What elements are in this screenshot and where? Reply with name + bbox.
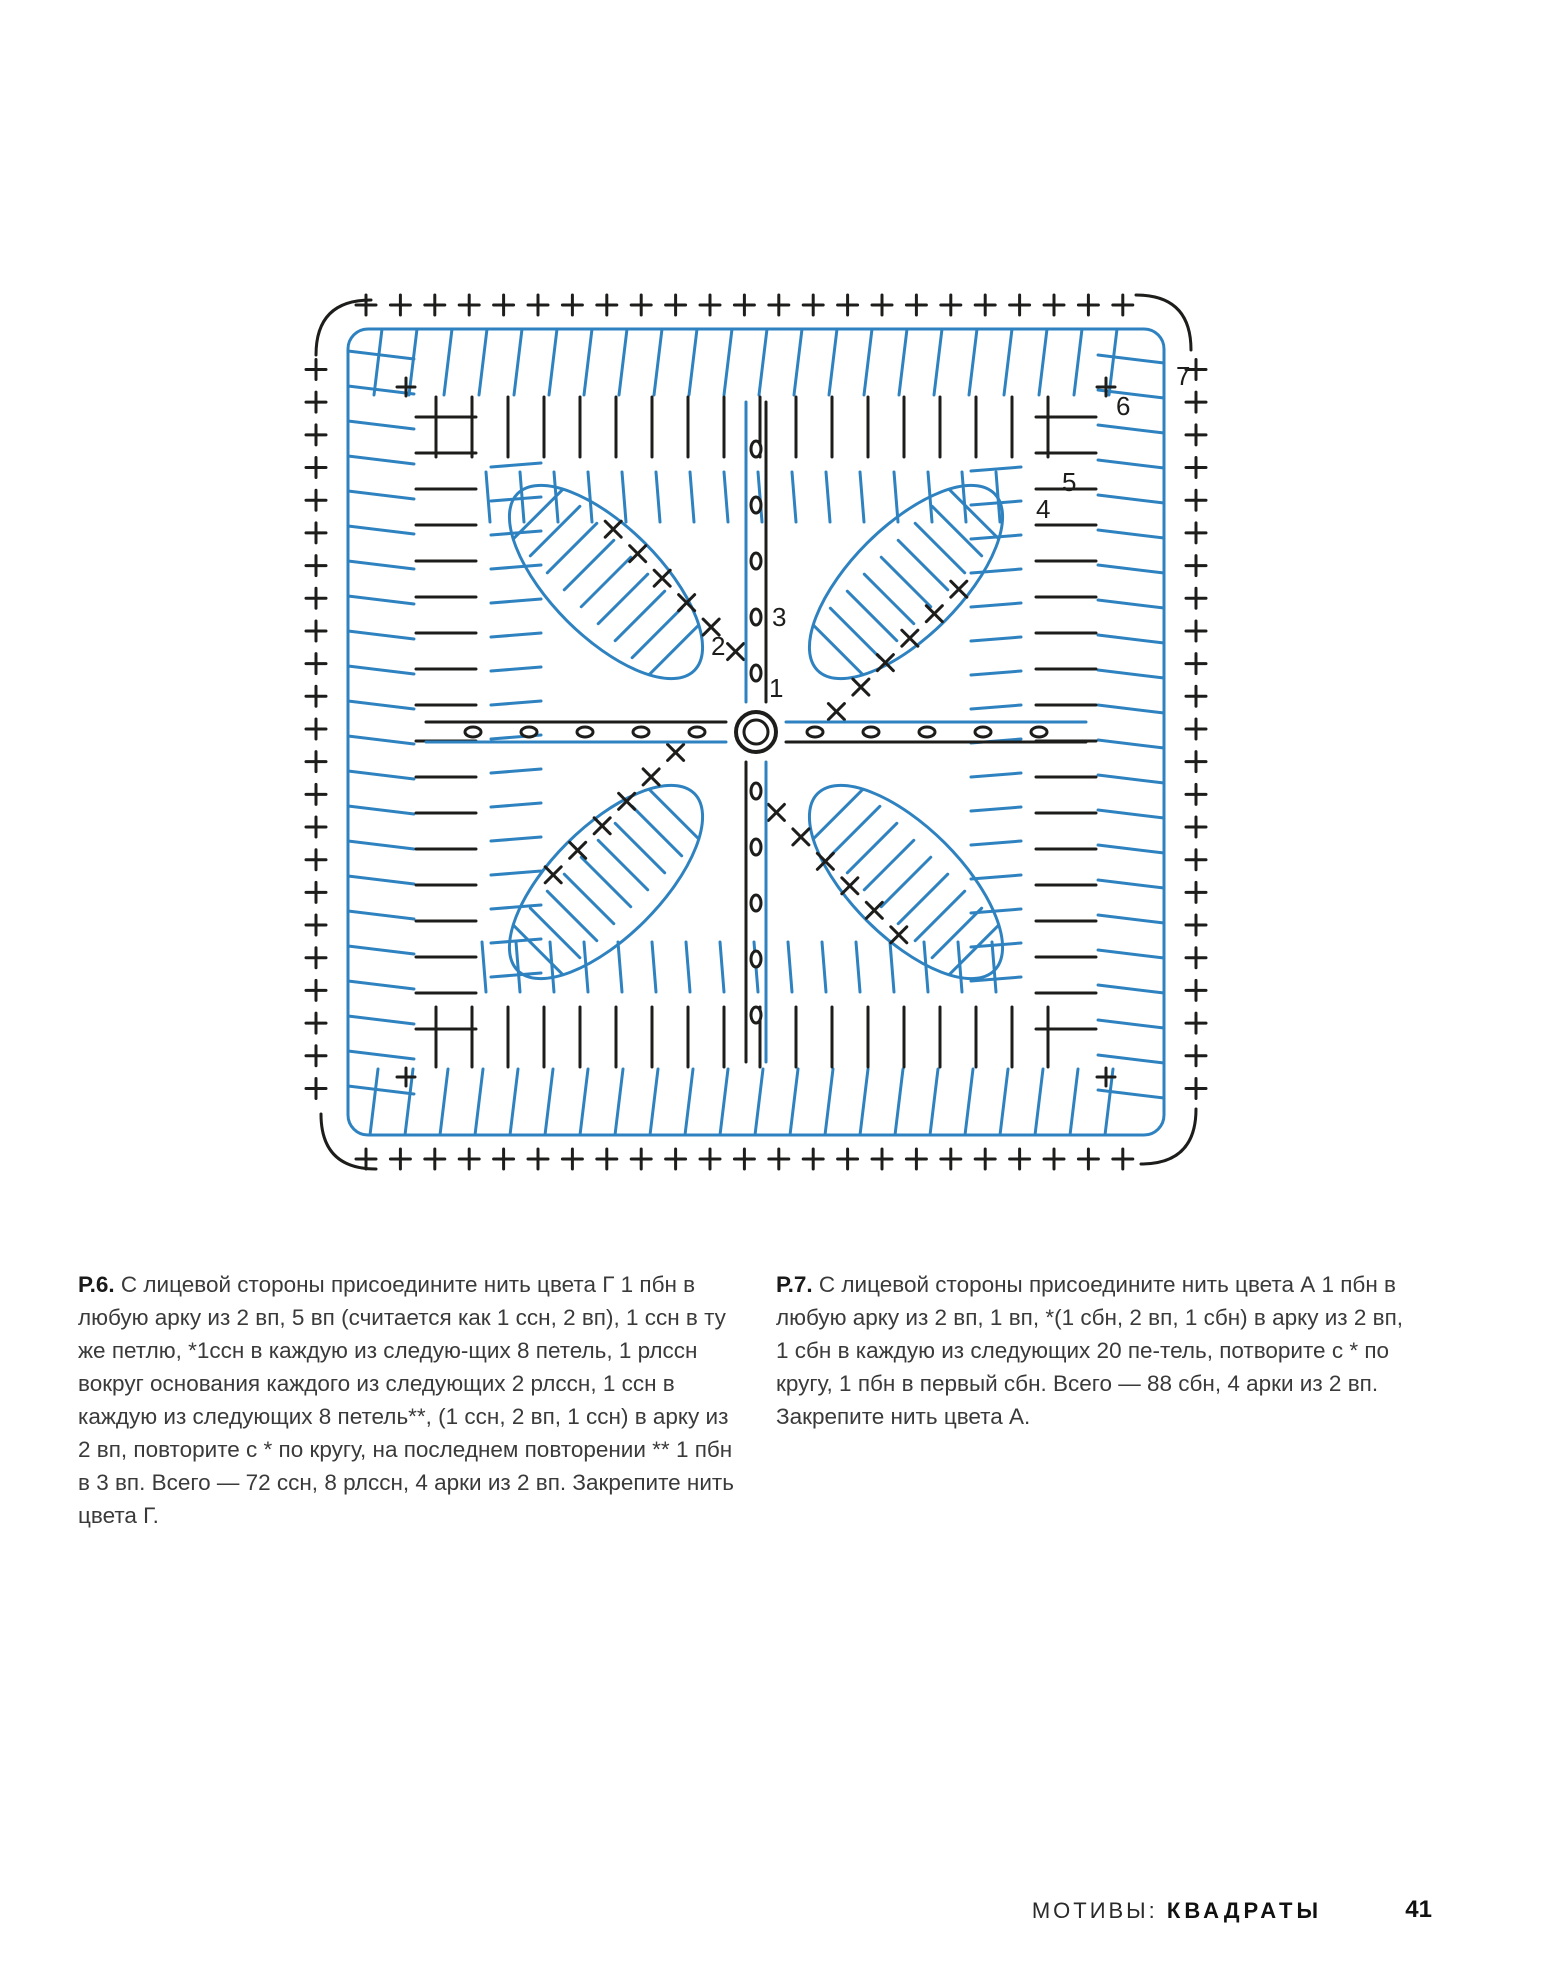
round4-dc [491,837,541,841]
round-7-text: С лицевой стороны присоедините нить цвета А 1 пбн в любую арку из 2 вп, 1 вп, *(1 сбн, 2 вп, 1 сбн) в арку из 2 вп, 1 сбн в каждую из следующих 20 пе-тель, потворите с * по кругу, 1 пбн в первый сбн. Всего — 88 сбн, 4 арки из 2 вп. Закрепите нить цвета А. [776,1272,1404,1429]
round6-dc-bottom [790,1069,798,1135]
round4-dc [690,472,694,522]
chain-stitch [751,497,761,513]
round6-dc-top [409,329,417,395]
round6-dc-left [348,911,414,919]
round6-dc-bottom [930,1069,938,1135]
round6-dc-bottom [965,1069,973,1135]
round4-dc [491,599,541,603]
round6-dc-left [348,736,414,744]
round6-dc-right [1098,670,1164,678]
round4-dc [971,807,1021,811]
round-label-4: 4 [1036,494,1051,524]
round4-dc [894,472,898,522]
round6-dc-left [348,456,414,464]
round6-dc-left [348,351,414,359]
round6-dc-top [934,329,942,395]
round4-dc [491,939,541,943]
round6-dc-top [794,329,802,395]
round6-dc-top [724,329,732,395]
footer-section-prefix: МОТИВЫ: [1031,1898,1167,1923]
chain-stitch [751,441,761,457]
round6-dc-top [1004,329,1012,395]
round6-dc-bottom [510,1069,518,1135]
round4-dc [826,472,830,522]
round6-dc-top [479,329,487,395]
round6-dc-right [1098,880,1164,888]
round6-dc-right [1098,530,1164,538]
round4-dc [686,942,690,992]
round6-dc-right [1098,775,1164,783]
round6-dc-left [348,596,414,604]
round4-dc [971,603,1021,607]
round6-dc-right [1098,1090,1164,1098]
chain-stitch [919,727,935,737]
round6-dc-left [348,771,414,779]
round6-dc-top [654,329,662,395]
round4-dc [491,463,541,467]
round4-dc [971,467,1021,471]
round4-dc [971,637,1021,641]
round6-dc-right [1098,495,1164,503]
round6-dc-right [1098,950,1164,958]
round6-dc-right [1098,705,1164,713]
chain-stitch [807,727,823,737]
crochet-chart-diagram [296,277,1216,1187]
round6-dc-left [348,421,414,429]
round6-dc-left [348,491,414,499]
round-label-2: 2 [711,631,726,661]
round4-dc [491,667,541,671]
round6-dc-bottom [755,1069,763,1135]
round4-dc [792,472,796,522]
round6-dc-bottom [825,1069,833,1135]
round6-dc-top [689,329,697,395]
round6-dc-bottom [650,1069,658,1135]
round6-dc-right [1098,635,1164,643]
chain-stitch [863,727,879,737]
round6-dc-top [514,329,522,395]
round6-dc-left [348,876,414,884]
round6-dc-left [348,701,414,709]
round6-dc-bottom [475,1069,483,1135]
round4-dc [588,472,592,522]
round4-dc [971,705,1021,709]
round6-dc-left [348,1086,414,1094]
chain-stitch [751,839,761,855]
round6-dc-bottom [440,1069,448,1135]
round4-dc [491,701,541,705]
round6-dc-left [348,1016,414,1024]
round4-dc [720,942,724,992]
chain-stitch [975,727,991,737]
round6-dc-right [1098,810,1164,818]
round4-dc [618,942,622,992]
round6-dc-bottom [720,1069,728,1135]
running-footer-section [1032,1898,1322,1924]
round6-dc-top [864,329,872,395]
round-label-5: 5 [1062,467,1077,497]
round-6-instructions [78,1268,743,1532]
round-label-7: 7 [1176,361,1191,391]
round6-dc-left [348,666,414,674]
round6-dc-bottom [1000,1069,1008,1135]
round6-dc-right [1098,915,1164,923]
round4-dc [482,942,486,992]
round6-dc-right [1098,845,1164,853]
round6-dc-top [969,329,977,395]
round6-dc-left [348,806,414,814]
round6-dc-top [829,329,837,395]
round4-dc [491,803,541,807]
chain-stitch [521,727,537,737]
round4-dc [491,973,541,977]
round4-dc [491,871,541,875]
round-label-1: 1 [769,673,784,703]
page-number: 41 [1405,1896,1432,1923]
round4-dc [652,942,656,992]
round4-dc [622,472,626,522]
round4-dc [491,565,541,569]
round-6-text: С лицевой стороны присоедините нить цвета Г 1 пбн в любую арку из 2 вп, 5 вп (считается как 1 ссн, 2 вп), 1 ссн в ту же петлю, *1ссн в каждую из следую-щих 8 петель, 1 рлссн вокруг основания каждого из следующих 2 рлссн, 1 ссн в каждую из следующих 8 петель**, (1 ссн, 2 вп, 1 ссн) в арку из 2 вп, повторите с * по кругу, на последнем повторении ** 1 пбн в 3 вп. Всего — 72 ссн, 8 рлссн, 4 арки из 2 вп. Закрепите нить цвета Г. [78,1272,734,1528]
round4-dc [971,773,1021,777]
magic-ring [736,712,776,752]
round-label-3: 3 [772,602,787,632]
round6-dc-top [374,329,382,395]
round6-dc-bottom [895,1069,903,1135]
round4-dc [491,769,541,773]
footer-section-title: КВАДРАТЫ [1166,1898,1322,1923]
round-6-label: Р.6. [78,1272,115,1297]
chain-stitch [751,665,761,681]
round6-dc-left [348,946,414,954]
round-7-instructions [776,1268,1416,1433]
round6-dc-left [348,561,414,569]
round6-dc-right [1098,740,1164,748]
round4-dc [890,942,894,992]
round6-dc-right [1098,355,1164,363]
chain-stitch [751,553,761,569]
chain-stitch [465,727,481,737]
round6-dc-left [348,526,414,534]
chain-stitch [577,727,593,737]
round6-dc-left [348,1051,414,1059]
round6-dc-left [348,631,414,639]
round6-dc-bottom [580,1069,588,1135]
round6-dc-bottom [860,1069,868,1135]
round6-dc-right [1098,565,1164,573]
round4-dc [971,875,1021,879]
round6-dc-right [1098,425,1164,433]
round6-dc-bottom [1035,1069,1043,1135]
round6-dc-top [1109,329,1117,395]
round4-dc [491,905,541,909]
round6-dc-top [619,329,627,395]
round4-dc [788,942,792,992]
round4-dc [860,472,864,522]
round6-dc-right [1098,1020,1164,1028]
chain-stitch [751,1007,761,1023]
round6-dc-right [1098,460,1164,468]
round6-dc-left [348,981,414,989]
round6-dc-top [759,329,767,395]
round4-dc [971,841,1021,845]
chain-stitch [751,609,761,625]
round6-dc-right [1098,1055,1164,1063]
round4-dc [491,633,541,637]
round6-dc-left [348,841,414,849]
round4-dc [971,671,1021,675]
round6-dc-top [584,329,592,395]
round4-dc [971,569,1021,573]
round4-dc [971,501,1021,505]
chain-stitch [633,727,649,737]
round6-dc-bottom [615,1069,623,1135]
round4-dc [822,942,826,992]
round4-dc [856,942,860,992]
round6-dc-bottom [370,1069,378,1135]
round-7-label: Р.7. [776,1272,813,1297]
round-label-6: 6 [1116,391,1131,421]
chain-stitch [751,951,761,967]
page-footer [0,1898,1544,1938]
round6-dc-top [549,329,557,395]
magic-ring [744,720,768,744]
round4-dc [486,472,490,522]
chain-stitch [689,727,705,737]
round4-dc [962,472,966,522]
round6-dc-top [1074,329,1082,395]
round6-dc-right [1098,600,1164,608]
round4-dc [724,472,728,522]
round6-dc-bottom [1070,1069,1078,1135]
round6-dc-top [1039,329,1047,395]
round6-dc-top [444,329,452,395]
round6-dc-right [1098,985,1164,993]
round6-dc-bottom [685,1069,693,1135]
corner-chain-arc [1141,1109,1196,1164]
round6-dc-top [899,329,907,395]
round6-dc-bottom [545,1069,553,1135]
corner-chain-arc [316,300,371,355]
chain-stitch [751,783,761,799]
chain-stitch [1031,727,1047,737]
round4-dc [656,472,660,522]
chain-stitch [751,895,761,911]
